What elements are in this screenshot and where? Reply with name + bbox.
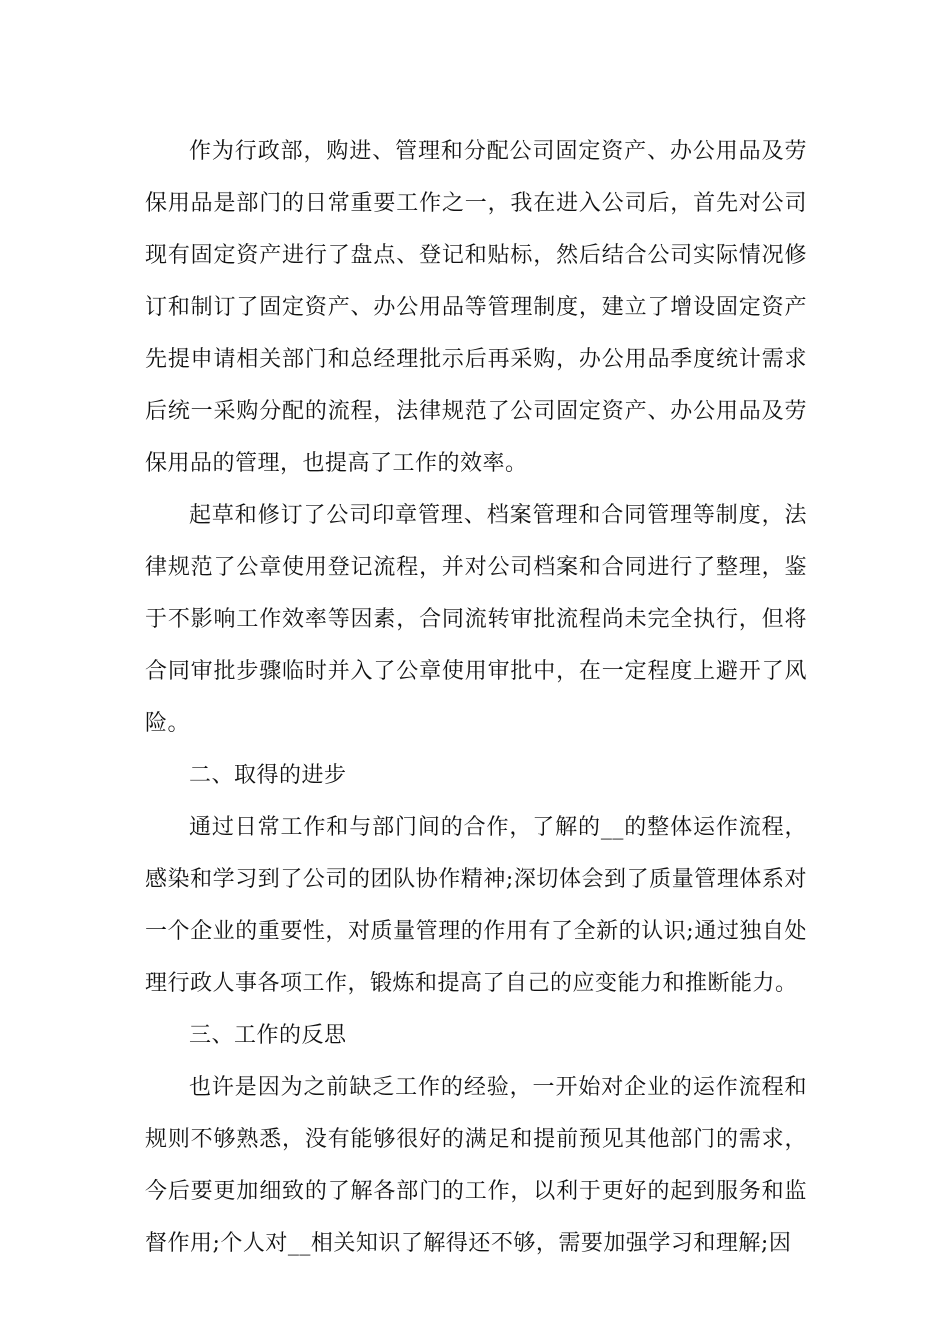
paragraph-seal-archive-contract: 起草和修订了公司印章管理、档案管理和合同管理等制度，法律规范了公章使用登记流程，并对公司档案和合同进行了整理，鉴于不影响工作效率等因素，合同流转审批流程尚未完全执行，但将合同审批步骤临时并入了公章使用审批中，在一定程度上避开了风险。 xyxy=(145,503,807,736)
paragraph-reflection: 也许是因为之前缺乏工作的经验，一开始对企业的运作流程和规则不够熟悉，没有能够很好的满足和提前预见其他部门的需求，今后要更加细致的了解各部门的工作，以利于更好的起到服务和监督作用;个人对__相关知识了解得还不够，需要加强学习和理解;因 xyxy=(145,1075,807,1256)
paragraph-progress: 通过日常工作和与部门间的合作，了解的__的整体运作流程，感染和学习到了公司的团队协作精神;深切体会到了质量管理体系对一个企业的重要性，对质量管理的作用有了全新的认识;通过独自处理行政人事各项工作，锻炼和提高了自己的应变能力和推断能力。 xyxy=(145,815,807,996)
section-heading-reflection: 三、工作的反思 xyxy=(189,1023,347,1048)
section-heading-progress: 二、取得的进步 xyxy=(189,763,347,788)
document-body xyxy=(145,126,807,1270)
paragraph-fixed-assets: 作为行政部，购进、管理和分配公司固定资产、办公用品及劳保用品是部门的日常重要工作之一，我在进入公司后，首先对公司现有固定资产进行了盘点、登记和贴标，然后结合公司实际情况修订和制订了固定资产、办公用品等管理制度，建立了增设固定资产先提申请相关部门和总经理批示后再采购，办公用品季度统计需求后统一采购分配的流程，法律规范了公司固定资产、办公用品及劳保用品的管理，也提高了工作的效率。 xyxy=(145,139,807,476)
